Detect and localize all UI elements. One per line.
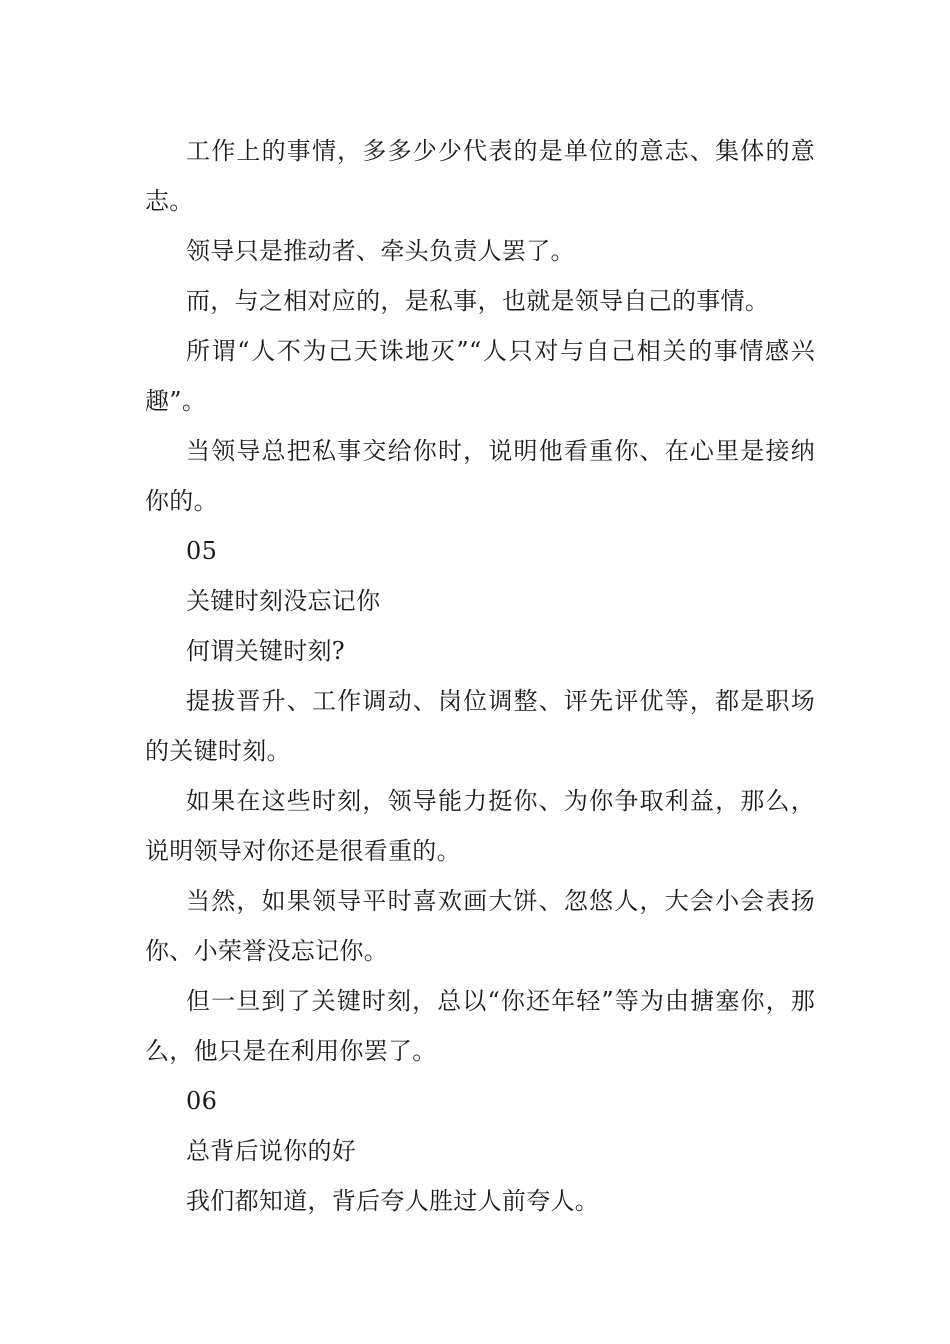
paragraph: 所谓“人不为己天诛地灭”“人只对与自己相关的事情感兴趣”。 xyxy=(145,337,815,415)
paragraph: 如果在这些时刻，领导能力挺你、为你争取利益，那么，说明领导对你还是很看重的。 xyxy=(145,787,815,865)
section-title: 总背后说你的好 xyxy=(186,1137,357,1165)
paragraph: 但一旦到了关键时刻，总以“你还年轻”等为由搪塞你，那么，他只是在利用你罢了。 xyxy=(145,987,815,1065)
document-body xyxy=(145,126,815,1226)
section-number: 06 xyxy=(186,1087,218,1115)
paragraph: 当然，如果领导平时喜欢画大饼、忽悠人，大会小会表扬你、小荣誉没忘记你。 xyxy=(145,887,815,965)
paragraph: 我们都知道，背后夸人胜过人前夸人。 xyxy=(186,1187,600,1215)
section-title: 关键时刻没忘记你 xyxy=(186,587,381,615)
paragraph: 何谓关键时刻? xyxy=(186,637,345,665)
paragraph: 当领导总把私事交给你时，说明他看重你、在心里是接纳你的。 xyxy=(145,437,815,515)
paragraph: 领导只是推动者、牵头负责人罢了。 xyxy=(186,237,575,265)
section-number: 05 xyxy=(186,537,218,565)
paragraph: 工作上的事情，多多少少代表的是单位的意志、集体的意志。 xyxy=(145,137,815,215)
paragraph: 提拔晋升、工作调动、岗位调整、评先评优等，都是职场的关键时刻。 xyxy=(145,687,815,765)
paragraph: 而，与之相对应的，是私事，也就是领导自己的事情。 xyxy=(186,287,770,315)
